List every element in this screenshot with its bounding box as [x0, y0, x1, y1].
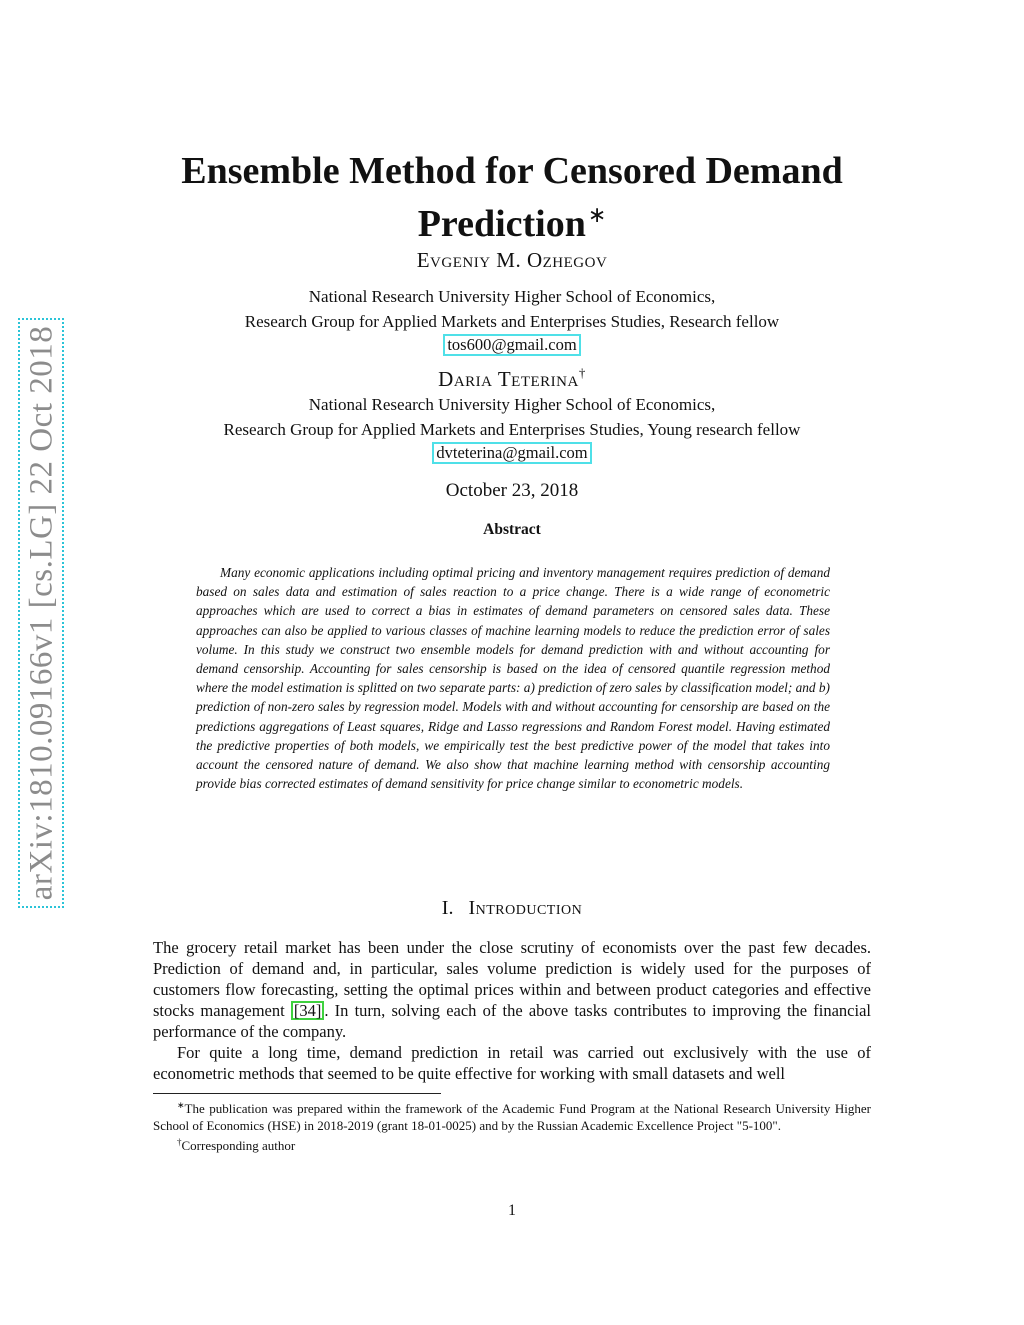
paper-date: October 23, 2018 — [445, 480, 579, 501]
author-2-email-link[interactable]: dvteterina@gmail.com — [432, 442, 591, 464]
author-1-email-link[interactable]: tos600@gmail.com — [443, 334, 580, 356]
abstract-text: Many economic applications including optimal pricing and inventory management requires prediction of demand based on sales data and estimation of sales reaction to a price change. There is a wide range of econometric approaches which are used to correct a bias in estimates of demand parameters on censored sales data. These approaches can also be applied to various classes of machine learning models to reduce the prediction error of sales volume. In this study we construct two ensemble models for demand prediction with and without accounting for demand censorship. Accounting for sales censorship is based on the idea of censored quantile regression method where the model estimation is splitted on two separate parts: a) prediction of zero sales by classification model; and b) prediction of non-zero sales by regression model. Models with and without accounting for censorship are based on the predictions aggregations of Least squares, Ridge and Lasso regressions and Random Forest model. Having estimated the predictive properties of both models, we empirically test the best predictive power of the model that takes into account the censored nature of demand. We also show that machine learning method with censorship accounting provide bias corrected estimates of demand sensitivity for price change similar to econometric models. — [196, 565, 830, 792]
section-title: Introduction — [468, 897, 583, 919]
author-1-affiliation-line-1: National Research University Higher School of Economics, — [308, 287, 716, 306]
section-heading-introduction — [150, 897, 874, 920]
author-1-affiliation-line-2: Research Group for Applied Markets and Enterprises Studies, Research fellow — [244, 312, 780, 331]
intro-paragraph-1: The grocery retail market has been under the close scrutiny of economists over the past few decades. Prediction of demand and, in particular, sales volume prediction is widely used for the purposes of customers flow forecasting, setting the optimal prices within and between product categories and effective stocks management [34] . In turn, solving each of the above tasks contributes to improving the financial performance of the company. — [153, 938, 871, 1041]
author-1-name: Evgeniy M. Ozhegov — [416, 248, 608, 272]
footnotes — [153, 1097, 871, 1154]
author-2-footnote-mark[interactable]: † — [578, 365, 586, 380]
title-line-1: Ensemble Method for Censored Demand — [181, 150, 843, 192]
arxiv-identifier[interactable]: arXiv:1810.09166v1 [cs.LG] 22 Oct 2018 — [23, 325, 60, 901]
introduction-body — [153, 937, 871, 1084]
author-2-affiliation-line-2: Research Group for Applied Markets and Enterprises Studies, Young research fellow — [223, 420, 801, 439]
author-1-email-row — [150, 334, 874, 356]
section-number: I. — [441, 897, 454, 919]
page-number: 1 — [508, 1202, 516, 1219]
title-line-2: Prediction∗ — [417, 202, 607, 245]
footnote-2-mark: † — [177, 1137, 182, 1147]
paper-title — [150, 150, 874, 246]
abstract-heading: Abstract — [483, 521, 541, 538]
footnote-1: ∗The publication was prepared within the framework of the Academic Fund Program at the National Research University Higher School of Economics (HSE) in 2018-2019 (grant 18-01-0025) and by the Russian Academic Excellence Project "5-100". — [153, 1100, 871, 1133]
author-2-affiliation-line-1: National Research University Higher School of Economics, — [308, 395, 716, 414]
title-footnote-mark[interactable]: ∗ — [587, 202, 607, 227]
intro-paragraph-2: For quite a long time, demand prediction in retail was carried out exclusively with the use of econometric methods that seemed to be quite effective for working with small datasets and well — [153, 1043, 871, 1083]
footnote-2: †Corresponding author — [177, 1137, 296, 1153]
author-2-name: Daria Teterina† — [438, 365, 586, 391]
footnote-divider — [153, 1093, 441, 1094]
author-2-email-row — [150, 442, 874, 464]
footnote-1-mark: ∗ — [177, 1100, 185, 1110]
citation-link[interactable]: [34] — [291, 1001, 325, 1020]
